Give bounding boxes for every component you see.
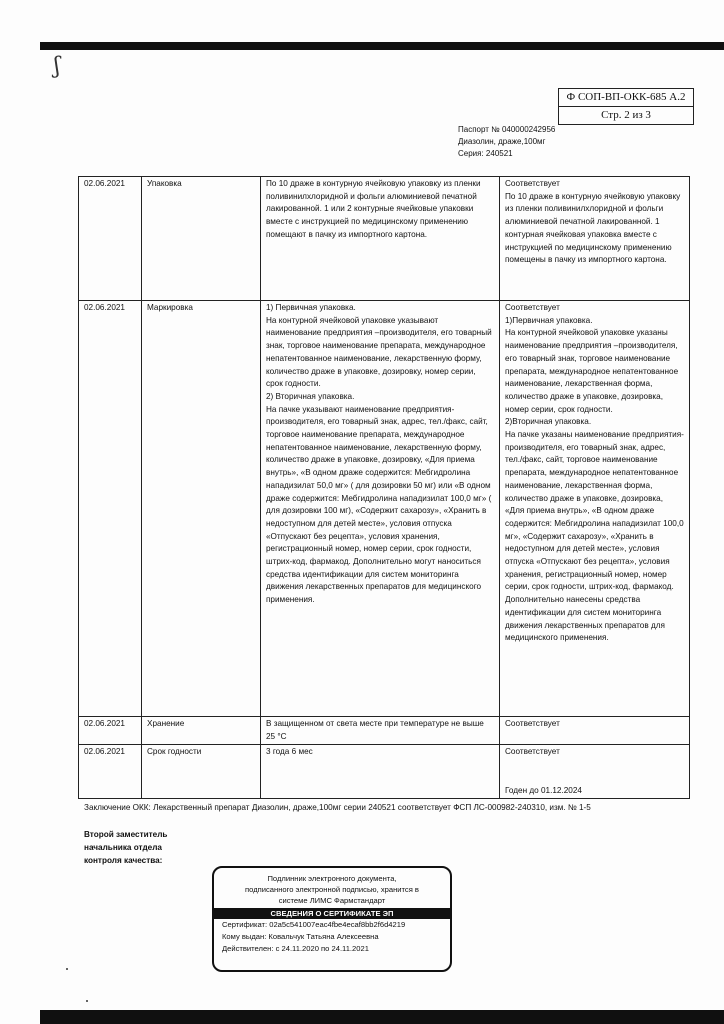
passport-info [458, 124, 555, 160]
table-row [79, 745, 690, 799]
row-requirement: 3 года 6 мес [261, 745, 500, 799]
certificate-number: Сертификат: 02a5c541007eac4fbe4ecaf8bb2f6d4219 [222, 920, 406, 929]
table-row [79, 717, 690, 745]
row-parameter: Маркировка [142, 301, 261, 717]
form-code: Ф СОП-ВП-ОКК-685 А.2 [566, 91, 686, 103]
row-parameter: Упаковка [142, 177, 261, 301]
certificate-owner: Кому выдан: Ковальчук Татьяна Алексеевна [222, 932, 379, 941]
handwritten-mark: ʃ [54, 54, 60, 79]
row-result: Соответствует По 10 драже в контурную ячейковую упаковку из пленки поливинилхлоридной и фольги алюминиевой печатной лакированной. 1 контурная ячейковая упаковка вместе с инструкцией по медицинскому применению помещены в пачку из импортного картона. [500, 177, 690, 301]
passport-series: Серия: 240521 [458, 149, 513, 158]
table-row [79, 301, 690, 717]
row-result: Соответствует Годен до 01.12.2024 [500, 745, 690, 799]
passport-number: Паспорт № 040000242956 [458, 125, 556, 134]
row-requirement: В защищенном от света месте при температуре не выше 25 °С [261, 717, 500, 745]
form-code-box [558, 88, 694, 125]
row-date: 02.06.2021 [79, 717, 142, 745]
scan-bottom-border [40, 1010, 724, 1024]
row-requirement: По 10 драже в контурную ячейковую упаковку из пленки поливинилхлоридной и фольги алюминиевой печатной лакированной. 1 или 2 контурные ячейковые упаковки вместе с инструкцией по медицинскому применению помещают в пачку из импортного картона. [261, 177, 500, 301]
certificate-validity: Действителен: с 24.11.2020 по 24.11.2021 [222, 944, 369, 953]
row-requirement: 1) Первичная упаковка. На контурной ячейковой упаковке указывают наименование предприятия –производителя, его товарный знак, торговое наименование препарата, международное непатентованное наименование, лекарственную форму, количество драже в упаковке, дозировку, номер серии, срок годности. 2) Вторичная упаковка. На пачке указывают наименование предприятия-производителя, его товарный знак, адрес, тел./факс, сайт, торговое наименование препарата, международное непатентованное наименование, лекарственную форму, количество драже в упаковке, дозировку, «Для приема внутрь», «В одном драже содержится: Мебгидролина нападизилат 50,0 мг» ( для дозировки 50 мг) или «В одном драже содержится: Мебгидролина нападизилат 100,0 мг» ( для дозировки 100 мг), «Содержит сахарозу», «Хранить в недоступном для детей месте», условия отпуска «Отпускают без рецепта», условия хранения, регистрационный номер, номер серии, срок годности, штрих-код, фармакод. Дополнительно могут наноситься средства идентификации для систем мониторинга движения лекарственных препаратов для медицинского применения. [261, 301, 500, 717]
electronic-signature-stamp [212, 866, 452, 972]
scan-speck [66, 968, 68, 970]
row-parameter: Хранение [142, 717, 261, 745]
passport-product: Диазолин, драже,100мг [458, 137, 546, 146]
scan-top-border [40, 42, 724, 50]
stamp-band: СВЕДЕНИЯ О СЕРТИФИКАТЕ ЭП [214, 908, 450, 919]
row-result: Соответствует 1)Первичная упаковка. На контурной ячейковой упаковке указаны наименование предприятия –производителя, его товарный знак, торговое наименование препарата, международное непатентованное наименование, лекарственная форма, количество драже в упаковке, дозировка, номер серии, срок годности. 2)Вторичная упаковка. На пачке указаны наименование предприятия-производителя, его товарный знак, адрес, тел./факс, сайт, торговое наименование препарата, международное непатентованное наименование, лекарственная форма, количество драже в упаковке, дозировка, «Для приема внутрь», «В одном драже содержится: Мебгидролина нападизилат 100,0 мг», «Содержит сахарозу», «Хранить в недоступном для детей месте», условия отпуска «Отпускают без рецепта», условия хранения, регистрационный номер, номер серии, срок годности, штрих-код, фармакод. Дополнительно нанесены средства идентификации для систем мониторинга движения лекарственных препаратов для медицинского применения. [500, 301, 690, 717]
row-date: 02.06.2021 [79, 745, 142, 799]
table-row [79, 177, 690, 301]
row-date: 02.06.2021 [79, 177, 142, 301]
row-result: Соответствует [500, 717, 690, 745]
scan-speck [86, 1000, 88, 1002]
page-info: Стр. 2 из 3 [559, 106, 693, 124]
quality-control-table [78, 176, 690, 799]
row-date: 02.06.2021 [79, 301, 142, 717]
qc-conclusion: Заключение ОКК: Лекарственный препарат Диазолин, драже,100мг серии 240521 соответствует ФСП ЛС-000982-240310, изм. № 1-5 [84, 803, 591, 812]
signatory-title: Второй заместитель начальника отдела контроля качества: [84, 830, 168, 865]
stamp-header: Подлинник электронного документа, подписанного электронной подписью, хранится в системе ЛИМС Фармстандарт [245, 874, 419, 905]
row-parameter: Срок годности [142, 745, 261, 799]
